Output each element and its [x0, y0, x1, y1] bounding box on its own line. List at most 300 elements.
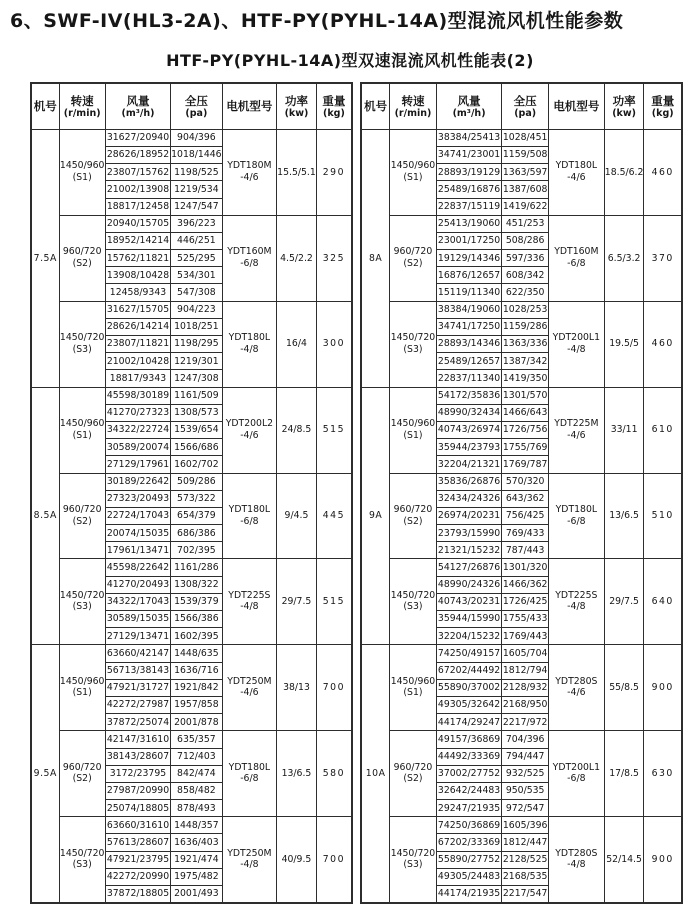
data-row — [31, 645, 352, 662]
pressure-cell: 1387/342 — [502, 353, 548, 370]
pressure-cell: 451/253 — [502, 215, 548, 232]
column-header-label: 功率 — [612, 93, 636, 108]
cell-line-1: 960/720 — [393, 761, 433, 773]
data-row — [361, 559, 682, 576]
cell-line-1: YDT180L — [228, 331, 271, 343]
pressure-cell: 1448/635 — [171, 645, 222, 662]
pressure-cell: 950/535 — [502, 782, 548, 799]
flow-cell: 15762/11821 — [105, 250, 170, 267]
data-row — [361, 473, 682, 490]
pressure-cell: 2168/950 — [502, 696, 548, 713]
flow-cell: 31627/15705 — [105, 301, 170, 318]
flow-cell: 41270/20493 — [105, 576, 170, 593]
power-cell: 19.5/5 — [604, 301, 644, 387]
model-cell: 9A — [361, 387, 390, 645]
pressure-cell: 1159/286 — [502, 318, 548, 335]
pressure-cell: 1636/403 — [171, 834, 222, 851]
cell-line-2: (S2) — [403, 257, 423, 269]
pressure-cell: 1018/1446 — [171, 146, 222, 163]
data-row — [31, 301, 352, 318]
pressure-cell: 842/474 — [171, 765, 222, 782]
pressure-cell: 1308/322 — [171, 576, 222, 593]
cell-line-1: 1450/720 — [390, 847, 436, 859]
pressure-cell: 1198/295 — [171, 336, 222, 353]
pressure-cell: 508/286 — [502, 232, 548, 249]
cell-line-1: 960/720 — [62, 761, 102, 773]
pressure-cell: 643/362 — [502, 490, 548, 507]
flow-cell: 28893/19129 — [436, 164, 502, 181]
power-cell: 24/8.5 — [277, 387, 317, 473]
pressure-cell: 1726/425 — [502, 593, 548, 610]
power-cell: 18.5/6.2 — [604, 129, 644, 215]
weight-cell: 900 — [644, 817, 682, 903]
cell-line-1: YDT180L — [555, 503, 598, 515]
pressure-cell: 547/308 — [171, 284, 222, 301]
cell-line-1: 1450/720 — [59, 847, 105, 859]
pressure-cell: 446/251 — [171, 232, 222, 249]
cell-line-2: (S1) — [72, 429, 92, 441]
flow-cell: 28626/14214 — [105, 318, 170, 335]
data-row — [361, 645, 682, 662]
column-header-label: 全压 — [184, 93, 208, 108]
cell-line-2: (S3) — [72, 601, 92, 613]
pressure-cell: 1387/608 — [502, 181, 548, 198]
flow-cell: 25413/19060 — [436, 215, 502, 232]
cell-line-2: -6/8 — [567, 773, 586, 785]
column-header-unit: (kg) — [651, 107, 674, 119]
cell-line-1: 1450/720 — [390, 589, 436, 601]
motor-cell — [222, 817, 277, 903]
flow-cell: 22837/15119 — [436, 198, 502, 215]
column-header-label: 电机型号 — [553, 98, 600, 113]
pressure-cell: 787/443 — [502, 542, 548, 559]
power-cell: 13/6.5 — [604, 473, 644, 559]
cell-line-2: (S2) — [403, 773, 423, 785]
speed-cell — [390, 215, 436, 301]
pressure-cell: 534/301 — [171, 267, 222, 284]
column-header-speed — [59, 83, 105, 130]
weight-cell: 445 — [316, 473, 352, 559]
cell-line-1: YDT225S — [228, 589, 271, 601]
weight-cell: 580 — [316, 731, 352, 817]
pressure-cell: 1755/769 — [502, 439, 548, 456]
cell-line-1: YDT280S — [555, 675, 598, 687]
flow-cell: 37872/18805 — [105, 886, 170, 904]
pressure-cell: 2168/535 — [502, 868, 548, 885]
power-cell: 9/4.5 — [277, 473, 317, 559]
model-cell: 9.5A — [31, 645, 59, 903]
power-cell: 16/4 — [277, 301, 317, 387]
flow-cell: 22837/11340 — [436, 370, 502, 387]
speed-cell — [59, 129, 105, 215]
motor-cell — [548, 645, 604, 731]
motor-cell — [548, 301, 604, 387]
speed-cell — [390, 559, 436, 645]
pressure-cell: 904/223 — [171, 301, 222, 318]
data-row — [361, 817, 682, 834]
data-row — [31, 559, 352, 576]
column-header-weight — [316, 83, 352, 130]
pressure-cell: 702/395 — [171, 542, 222, 559]
flow-cell: 21321/15232 — [436, 542, 502, 559]
pressure-cell: 1028/253 — [502, 301, 548, 318]
flow-cell: 19129/14346 — [436, 250, 502, 267]
power-cell: 6.5/3.2 — [604, 215, 644, 301]
speed-cell — [59, 559, 105, 645]
flow-cell: 63660/42147 — [105, 645, 170, 662]
header-row — [361, 83, 682, 130]
motor-cell — [548, 731, 604, 817]
pressure-cell: 932/525 — [502, 765, 548, 782]
flow-cell: 20074/15035 — [105, 525, 170, 542]
speed-cell — [390, 731, 436, 817]
cell-line-2: -4/8 — [567, 601, 586, 613]
flow-cell: 27129/13471 — [105, 628, 170, 645]
cell-line-2: (S3) — [403, 343, 423, 355]
flow-cell: 15119/11340 — [436, 284, 502, 301]
weight-cell: 700 — [316, 817, 352, 903]
model-cell: 8.5A — [31, 387, 59, 645]
pressure-cell: 1539/379 — [171, 593, 222, 610]
speed-cell — [390, 387, 436, 473]
flow-cell: 48990/24326 — [436, 576, 502, 593]
pressure-cell: 1219/534 — [171, 181, 222, 198]
data-row — [31, 387, 352, 404]
flow-cell: 47921/23795 — [105, 851, 170, 868]
cell-line-1: 1450/960 — [390, 417, 436, 429]
column-header-unit: (kg) — [322, 107, 345, 119]
model-cell: 10A — [361, 645, 390, 903]
cell-line-2: (S2) — [72, 515, 92, 527]
pressure-cell: 1161/286 — [171, 559, 222, 576]
flow-cell: 29247/21935 — [436, 800, 502, 817]
cell-line-2: -6/8 — [240, 515, 259, 527]
pressure-cell: 597/336 — [502, 250, 548, 267]
data-row — [31, 473, 352, 490]
flow-cell: 55890/27752 — [436, 851, 502, 868]
power-cell: 55/8.5 — [604, 645, 644, 731]
cell-line-2: (S1) — [403, 429, 423, 441]
power-cell: 29/7.5 — [604, 559, 644, 645]
pressure-cell: 1769/443 — [502, 628, 548, 645]
cell-line-2: -4/6 — [567, 687, 586, 699]
flow-cell: 44174/21935 — [436, 886, 502, 904]
cell-line-1: 960/720 — [62, 503, 102, 515]
cell-line-2: -4/6 — [240, 687, 259, 699]
pressure-cell: 704/396 — [502, 731, 548, 748]
flow-cell: 13908/10428 — [105, 267, 170, 284]
flow-cell: 32434/24326 — [436, 490, 502, 507]
flow-cell: 26974/20231 — [436, 507, 502, 524]
speed-cell — [59, 387, 105, 473]
power-cell: 29/7.5 — [277, 559, 317, 645]
cell-line-1: YDT200L2 — [225, 417, 274, 429]
motor-cell — [548, 387, 604, 473]
pressure-cell: 1419/350 — [502, 370, 548, 387]
pressure-cell: 1726/756 — [502, 421, 548, 438]
data-row — [361, 215, 682, 232]
flow-cell: 41270/27323 — [105, 404, 170, 421]
cell-line-2: -4/6 — [240, 171, 259, 183]
column-header-unit: (r/min) — [394, 107, 432, 119]
cell-line-2: -4/8 — [567, 343, 586, 355]
pressure-cell: 2128/932 — [502, 679, 548, 696]
column-header-motor — [548, 83, 604, 130]
power-cell: 4.5/2.2 — [277, 215, 317, 301]
flow-cell: 47921/31727 — [105, 679, 170, 696]
power-cell: 15.5/5.1 — [277, 129, 317, 215]
motor-cell — [222, 129, 277, 215]
power-cell: 40/9.5 — [277, 817, 317, 903]
cell-line-1: YDT280S — [555, 847, 598, 859]
pressure-cell: 1975/482 — [171, 868, 222, 885]
pressure-cell: 2217/547 — [502, 886, 548, 904]
speed-cell — [390, 817, 436, 903]
weight-cell: 640 — [644, 559, 682, 645]
data-row — [31, 817, 352, 834]
pressure-cell: 2001/493 — [171, 886, 222, 904]
weight-cell: 700 — [316, 645, 352, 731]
flow-cell: 38143/28607 — [105, 748, 170, 765]
flow-cell: 20940/15705 — [105, 215, 170, 232]
flow-cell: 25074/18805 — [105, 800, 170, 817]
pressure-cell: 573/322 — [171, 490, 222, 507]
flow-cell: 42147/31610 — [105, 731, 170, 748]
speed-cell — [390, 645, 436, 731]
pressure-cell: 1219/301 — [171, 353, 222, 370]
flow-cell: 67202/33369 — [436, 834, 502, 851]
motor-cell — [548, 215, 604, 301]
pressure-cell: 396/223 — [171, 215, 222, 232]
cell-line-1: YDT160M — [227, 246, 272, 258]
header-row — [31, 83, 352, 130]
flow-cell: 49305/24483 — [436, 868, 502, 885]
pressure-cell: 1363/597 — [502, 164, 548, 181]
cell-line-1: 1450/960 — [390, 675, 436, 687]
motor-cell — [222, 645, 277, 731]
flow-cell: 40743/20231 — [436, 593, 502, 610]
cell-line-1: 1450/960 — [59, 160, 105, 172]
page-title: 6、SWF-IV(HL3-2A)、HTF-PY(PYHL-14A)型混流风机性能参数 — [10, 10, 624, 32]
flow-cell: 54172/35836 — [436, 387, 502, 404]
column-header-label: 风量 — [457, 93, 481, 108]
pressure-cell: 1812/794 — [502, 662, 548, 679]
pressure-cell: 1566/686 — [171, 439, 222, 456]
pressure-cell: 1301/570 — [502, 387, 548, 404]
performance-table-right — [360, 82, 683, 904]
pressure-cell: 1755/433 — [502, 611, 548, 628]
table-subtitle: HTF-PY(PYHL-14A)型双速混流风机性能表(2) — [166, 50, 534, 70]
data-row — [31, 215, 352, 232]
flow-cell: 23807/11821 — [105, 336, 170, 353]
column-header-power — [604, 83, 644, 130]
motor-cell — [548, 473, 604, 559]
pressure-cell: 1605/396 — [502, 817, 548, 834]
weight-cell: 610 — [644, 387, 682, 473]
column-header-label: 机号 — [364, 98, 388, 113]
flow-cell: 25489/12657 — [436, 353, 502, 370]
cell-line-1: 1450/960 — [390, 160, 436, 172]
cell-line-1: 960/720 — [393, 246, 433, 258]
pressure-cell: 878/493 — [171, 800, 222, 817]
flow-cell: 45598/30189 — [105, 387, 170, 404]
flow-cell: 23807/15762 — [105, 164, 170, 181]
power-cell: 13/6.5 — [277, 731, 317, 817]
pressure-cell: 1602/702 — [171, 456, 222, 473]
cell-line-1: YDT250M — [227, 847, 272, 859]
pressure-cell: 1247/308 — [171, 370, 222, 387]
pressure-cell: 1769/787 — [502, 456, 548, 473]
power-cell: 33/11 — [604, 387, 644, 473]
weight-cell: 460 — [644, 301, 682, 387]
cell-line-2: (S1) — [72, 171, 92, 183]
pressure-cell: 712/403 — [171, 748, 222, 765]
column-header-motor — [222, 83, 277, 130]
column-header-flow — [436, 83, 502, 130]
column-header-label: 重量 — [322, 93, 346, 108]
flow-cell: 30189/22642 — [105, 473, 170, 490]
pressure-cell: 608/342 — [502, 267, 548, 284]
pressure-cell: 1363/336 — [502, 336, 548, 353]
column-header-unit: (r/min) — [63, 107, 101, 119]
pressure-cell: 2001/878 — [171, 714, 222, 731]
cell-line-1: 1450/960 — [59, 675, 105, 687]
motor-cell — [222, 387, 277, 473]
pressure-cell: 1161/509 — [171, 387, 222, 404]
cell-line-2: (S2) — [72, 257, 92, 269]
cell-line-1: YDT250M — [227, 675, 272, 687]
column-header-model — [361, 83, 390, 130]
pressure-cell: 1018/251 — [171, 318, 222, 335]
pressure-cell: 1448/357 — [171, 817, 222, 834]
weight-cell: 900 — [644, 645, 682, 731]
weight-cell: 515 — [316, 387, 352, 473]
pressure-cell: 1466/643 — [502, 404, 548, 421]
pressure-cell: 1308/573 — [171, 404, 222, 421]
flow-cell: 67202/44492 — [436, 662, 502, 679]
pressure-cell: 756/425 — [502, 507, 548, 524]
pressure-cell: 1921/474 — [171, 851, 222, 868]
cell-line-1: YDT180M — [227, 160, 272, 172]
cell-line-2: -4/6 — [240, 429, 259, 441]
pressure-cell: 622/350 — [502, 284, 548, 301]
cell-line-2: (S1) — [72, 687, 92, 699]
cell-line-2: (S3) — [403, 859, 423, 871]
data-row — [31, 731, 352, 748]
cell-line-2: (S3) — [72, 343, 92, 355]
flow-cell: 28893/14346 — [436, 336, 502, 353]
cell-line-1: 1450/960 — [59, 417, 105, 429]
column-header-speed — [390, 83, 436, 130]
pressure-cell: 1636/716 — [171, 662, 222, 679]
column-header-weight — [644, 83, 682, 130]
cell-line-2: -6/8 — [240, 257, 259, 269]
cell-line-2: -4/8 — [240, 859, 259, 871]
data-row — [361, 301, 682, 318]
flow-cell: 38384/25413 — [436, 129, 502, 146]
flow-cell: 42272/20990 — [105, 868, 170, 885]
pressure-cell: 1028/451 — [502, 129, 548, 146]
cell-line-1: YDT180L — [228, 503, 271, 515]
flow-cell: 28626/18952 — [105, 146, 170, 163]
motor-cell — [222, 559, 277, 645]
pressure-cell: 525/295 — [171, 250, 222, 267]
flow-cell: 3172/23795 — [105, 765, 170, 782]
motor-cell — [548, 559, 604, 645]
motor-cell — [222, 731, 277, 817]
model-cell: 7.5A — [31, 129, 59, 387]
cell-line-2: -4/8 — [567, 859, 586, 871]
pressure-cell: 654/379 — [171, 507, 222, 524]
pressure-cell: 1198/525 — [171, 164, 222, 181]
column-header-flow — [105, 83, 170, 130]
flow-cell: 63660/31610 — [105, 817, 170, 834]
speed-cell — [59, 645, 105, 731]
flow-cell: 44174/29247 — [436, 714, 502, 731]
pressure-cell: 1419/622 — [502, 198, 548, 215]
flow-cell: 18817/12458 — [105, 198, 170, 215]
pressure-cell: 1957/858 — [171, 696, 222, 713]
column-header-label: 电机型号 — [226, 98, 273, 113]
motor-cell — [222, 215, 277, 301]
speed-cell — [390, 129, 436, 215]
flow-cell: 74250/49157 — [436, 645, 502, 662]
speed-cell — [59, 731, 105, 817]
pressure-cell: 972/547 — [502, 800, 548, 817]
weight-cell: 630 — [644, 731, 682, 817]
pressure-cell: 570/320 — [502, 473, 548, 490]
flow-cell: 17961/13471 — [105, 542, 170, 559]
cell-line-1: YDT200L1 — [552, 331, 601, 343]
column-header-label: 转速 — [70, 93, 94, 108]
data-row — [361, 129, 682, 146]
weight-cell: 460 — [644, 129, 682, 215]
flow-cell: 35944/15990 — [436, 611, 502, 628]
cell-line-2: -4/6 — [567, 429, 586, 441]
flow-cell: 31627/20940 — [105, 129, 170, 146]
model-cell: 8A — [361, 129, 390, 387]
flow-cell: 49157/36869 — [436, 731, 502, 748]
flow-cell: 21002/10428 — [105, 353, 170, 370]
column-header-model — [31, 83, 59, 130]
flow-cell: 40743/26974 — [436, 421, 502, 438]
weight-cell: 510 — [644, 473, 682, 559]
cell-line-1: 1450/720 — [59, 589, 105, 601]
flow-cell: 25489/16876 — [436, 181, 502, 198]
flow-cell: 34741/17250 — [436, 318, 502, 335]
pressure-cell: 1602/395 — [171, 628, 222, 645]
column-header-label: 功率 — [284, 93, 308, 108]
flow-cell: 12458/9343 — [105, 284, 170, 301]
cell-line-2: -4/6 — [567, 171, 586, 183]
pressure-cell: 769/433 — [502, 525, 548, 542]
pressure-cell: 1921/842 — [171, 679, 222, 696]
performance-table-left — [30, 82, 353, 904]
flow-cell: 49305/32642 — [436, 696, 502, 713]
power-cell: 17/8.5 — [604, 731, 644, 817]
speed-cell — [59, 473, 105, 559]
flow-cell: 32204/15232 — [436, 628, 502, 645]
cell-line-2: (S3) — [72, 859, 92, 871]
cell-line-2: -6/8 — [567, 257, 586, 269]
column-header-unit: (kw) — [284, 107, 309, 119]
pressure-cell: 2128/525 — [502, 851, 548, 868]
flow-cell: 44492/33369 — [436, 748, 502, 765]
motor-cell — [222, 301, 277, 387]
cell-line-2: (S2) — [403, 515, 423, 527]
motor-cell — [222, 473, 277, 559]
cell-line-1: YDT225M — [554, 417, 599, 429]
